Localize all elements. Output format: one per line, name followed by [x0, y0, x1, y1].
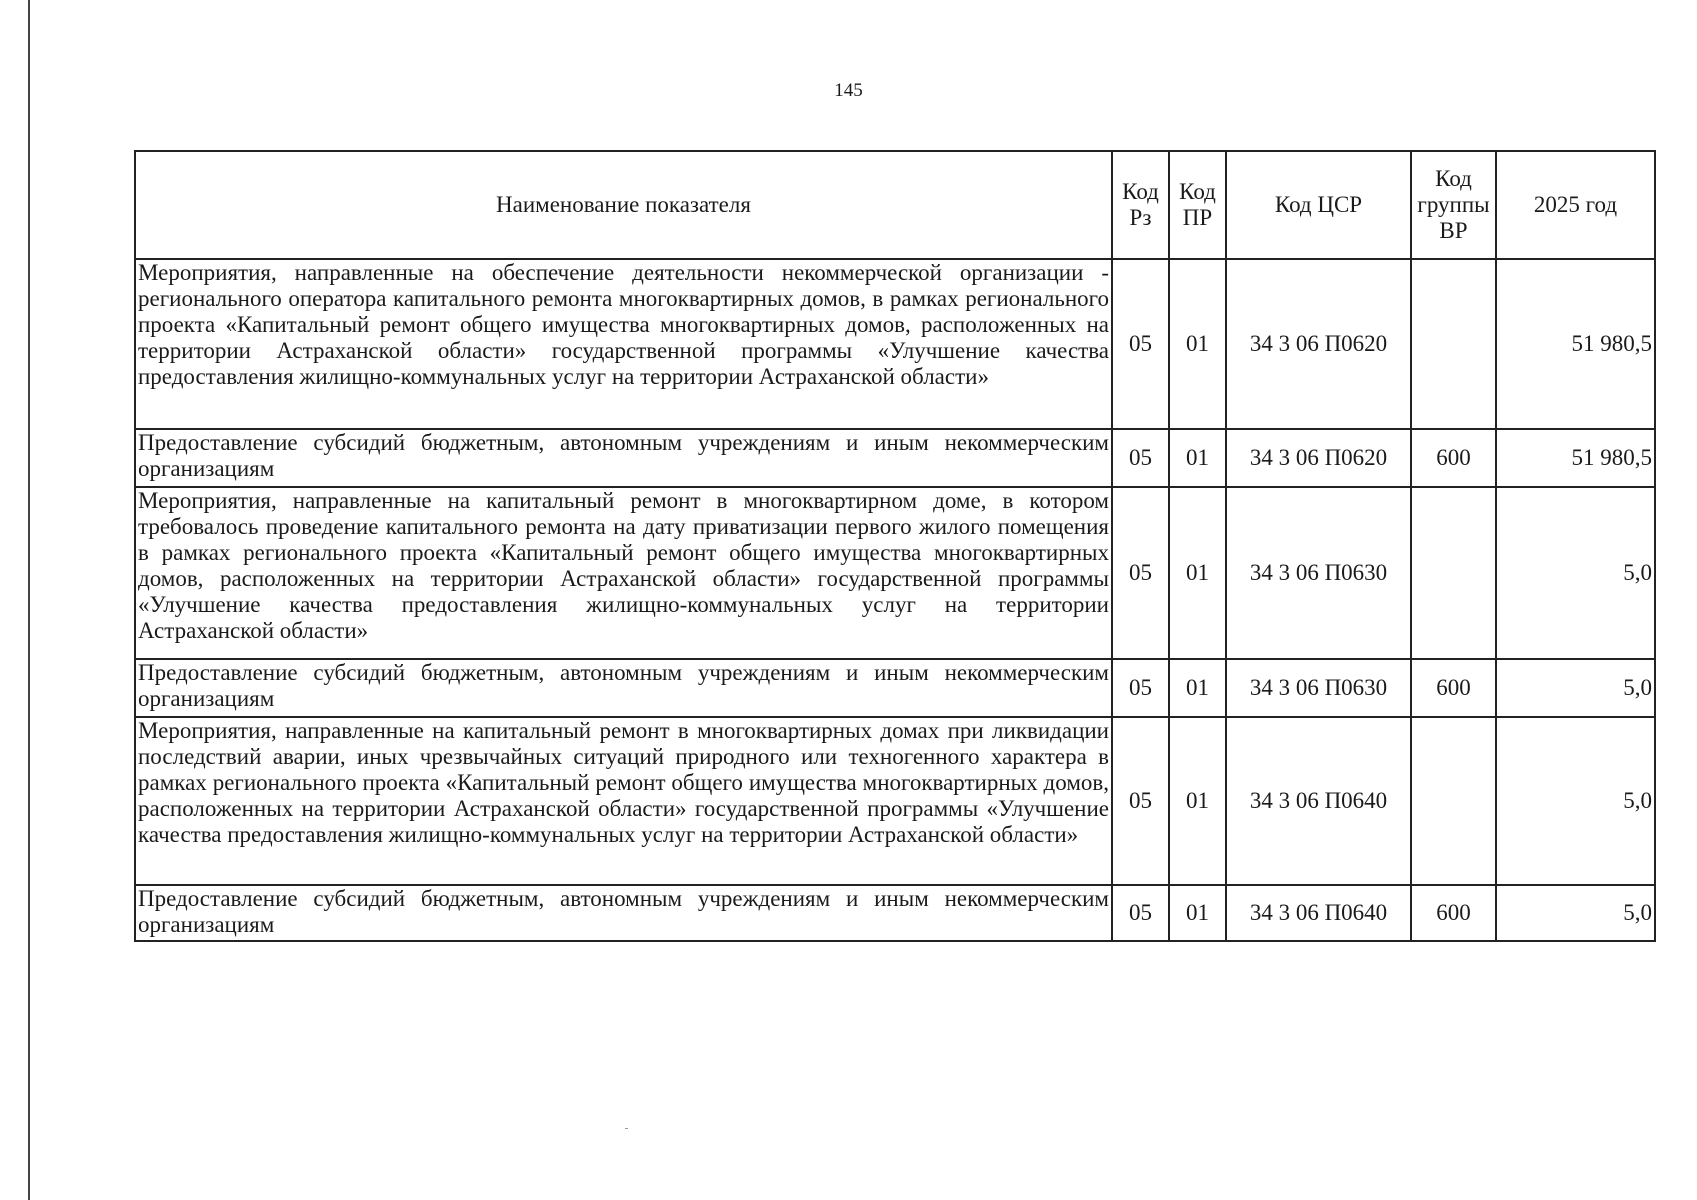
row-amount: 51 980,5	[1496, 429, 1655, 487]
budget-table	[134, 150, 1656, 942]
row-rz: 05	[1112, 259, 1169, 429]
row-amount: 5,0	[1496, 885, 1655, 941]
row-name: Предоставление субсидий бюджетным, автономным учреждениям и иным некоммерческим организациям	[135, 429, 1112, 487]
table-row	[135, 717, 1655, 885]
row-amount: 5,0	[1496, 659, 1655, 717]
header-year: 2025 год	[1496, 151, 1655, 259]
header-name: Наименование показателя	[135, 151, 1112, 259]
row-rz: 05	[1112, 659, 1169, 717]
row-name: Предоставление субсидий бюджетным, автономным учреждениям и иным некоммерческим организациям	[135, 659, 1112, 717]
row-rz: 05	[1112, 429, 1169, 487]
row-pr: 01	[1169, 885, 1226, 941]
row-pr: 01	[1169, 429, 1226, 487]
row-vr: 600	[1411, 659, 1496, 717]
row-name: Мероприятия, направленные на обеспечение деятельности некоммерческой организации - регионального оператора капитального ремонта многоквартирных домов, в рамках регионального проекта «Капитальный ремонт общего имущества многоквартирных домов, расположенных на территории Астраханской области» государственной программы «Улучшение качества предоставления жилищно-коммунальных услуг на территории Астраханской области»	[135, 259, 1112, 429]
row-name: Мероприятия, направленные на капитальный ремонт в многоквартирном доме, в котором требовалось проведение капитального ремонта на дату приватизации первого жилого помещения в рамках регионального проекта «Капитальный ремонт общего имущества многоквартирных домов, расположенных на территории Астраханской области» государственной программы «Улучшение качества предоставления жилищно-коммунальных услуг на территории Астраханской области»	[135, 487, 1112, 659]
header-pr: Код ПР	[1169, 151, 1226, 259]
row-amount: 5,0	[1496, 487, 1655, 659]
row-csr: 34 3 06 П0620	[1226, 429, 1411, 487]
row-name: Мероприятия, направленные на капитальный ремонт в многоквартирных домах при ликвидации последствий аварии, иных чрезвычайных ситуаций природного или техногенного характера в рамках регионального проекта «Капитальный ремонт общего имущества многоквартирных домов, расположенных на территории Астраханской области» государственной программы «Улучшение качества предоставления жилищно-коммунальных услуг на территории Астраханской области»	[135, 717, 1112, 885]
row-pr: 01	[1169, 259, 1226, 429]
scan-speck	[625, 1128, 628, 1129]
row-csr: 34 3 06 П0630	[1226, 659, 1411, 717]
row-vr	[1411, 487, 1496, 659]
table-row	[135, 259, 1655, 429]
row-rz: 05	[1112, 717, 1169, 885]
row-vr	[1411, 717, 1496, 885]
table-row	[135, 659, 1655, 717]
header-vr: Код группы ВР	[1411, 151, 1496, 259]
row-name: Предоставление субсидий бюджетным, автономным учреждениям и иным некоммерческим организациям	[135, 885, 1112, 941]
header-csr: Код ЦСР	[1226, 151, 1411, 259]
row-csr: 34 3 06 П0640	[1226, 885, 1411, 941]
row-pr: 01	[1169, 487, 1226, 659]
row-vr: 600	[1411, 885, 1496, 941]
table-body	[135, 259, 1655, 941]
table-row	[135, 487, 1655, 659]
row-vr	[1411, 259, 1496, 429]
header-rz: Код Рз	[1112, 151, 1169, 259]
table-row	[135, 429, 1655, 487]
binding-margin-line	[28, 0, 30, 1200]
row-pr: 01	[1169, 659, 1226, 717]
row-csr: 34 3 06 П0640	[1226, 717, 1411, 885]
row-amount: 51 980,5	[1496, 259, 1655, 429]
table-header	[135, 151, 1655, 259]
row-csr: 34 3 06 П0620	[1226, 259, 1411, 429]
row-vr: 600	[1411, 429, 1496, 487]
row-rz: 05	[1112, 487, 1169, 659]
row-amount: 5,0	[1496, 717, 1655, 885]
row-rz: 05	[1112, 885, 1169, 941]
table-row	[135, 885, 1655, 941]
row-pr: 01	[1169, 717, 1226, 885]
header-row	[135, 151, 1655, 259]
page-number: 145	[834, 80, 863, 101]
row-csr: 34 3 06 П0630	[1226, 487, 1411, 659]
